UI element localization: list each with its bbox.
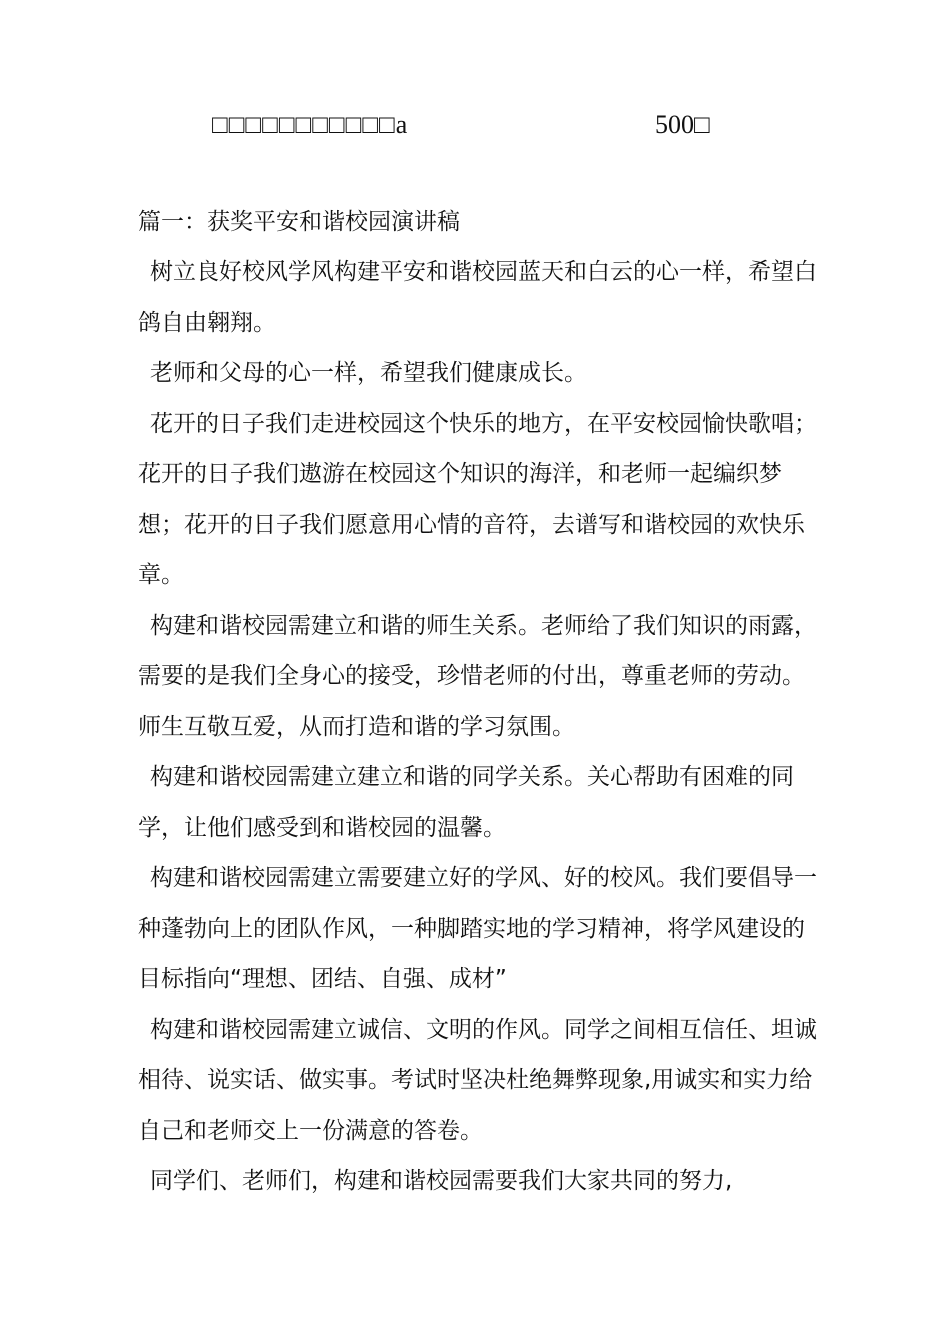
paragraph-3: 花开的日子我们走进校园这个快乐的地方，在平安校园愉快歌唱；花开的日子我们遨游在校园这个知识的海洋，和老师一起编织梦想；花开的日子我们愿意用心情的音符，去谱写和谐校园的欢快乐章。 xyxy=(138,410,817,588)
paragraph-7: 构建和谐校园需建立诚信、文明的作风。同学之间相互信任、坦诚相待、说实话、做实事。考试时坚决杜绝舞弊现象,用诚实和实力给自己和老师交上一份满意的答卷。 xyxy=(138,1016,817,1144)
document-body xyxy=(138,200,824,1207)
paragraph-1: 树立良好校风学风构建平安和谐校园蓝天和白云的心一样，希望白鸽自由翱翔。 xyxy=(138,259,817,336)
section-heading: 篇一：获奖平安和谐校园演讲稿 xyxy=(138,209,460,235)
document-title-suffix: 500□ xyxy=(655,110,710,139)
document-title: □□□□□□□□□□□a xyxy=(212,110,409,139)
paragraph-4: 构建和谐校园需建立和谐的师生关系。老师给了我们知识的雨露，需要的是我们全身心的接受，珍惜老师的付出，尊重老师的劳动。师生互敬互爱，从而打造和谐的学习氛围。 xyxy=(138,612,817,740)
paragraph-8: 同学们、老师们，构建和谐校园需要我们大家共同的努力, xyxy=(150,1168,733,1194)
paragraph-5: 构建和谐校园需建立建立和谐的同学关系。关心帮助有困难的同学，让他们感受到和谐校园的温馨。 xyxy=(138,764,794,841)
paragraph-2: 老师和父母的心一样，希望我们健康成长。 xyxy=(150,360,587,386)
paragraph-6: 构建和谐校园需建立需要建立好的学风、好的校风。我们要倡导一种蓬勃向上的团队作风，一种脚踏实地的学习精神，将学风建设的目标指向“理想、团结、自强、成材” xyxy=(138,865,817,992)
